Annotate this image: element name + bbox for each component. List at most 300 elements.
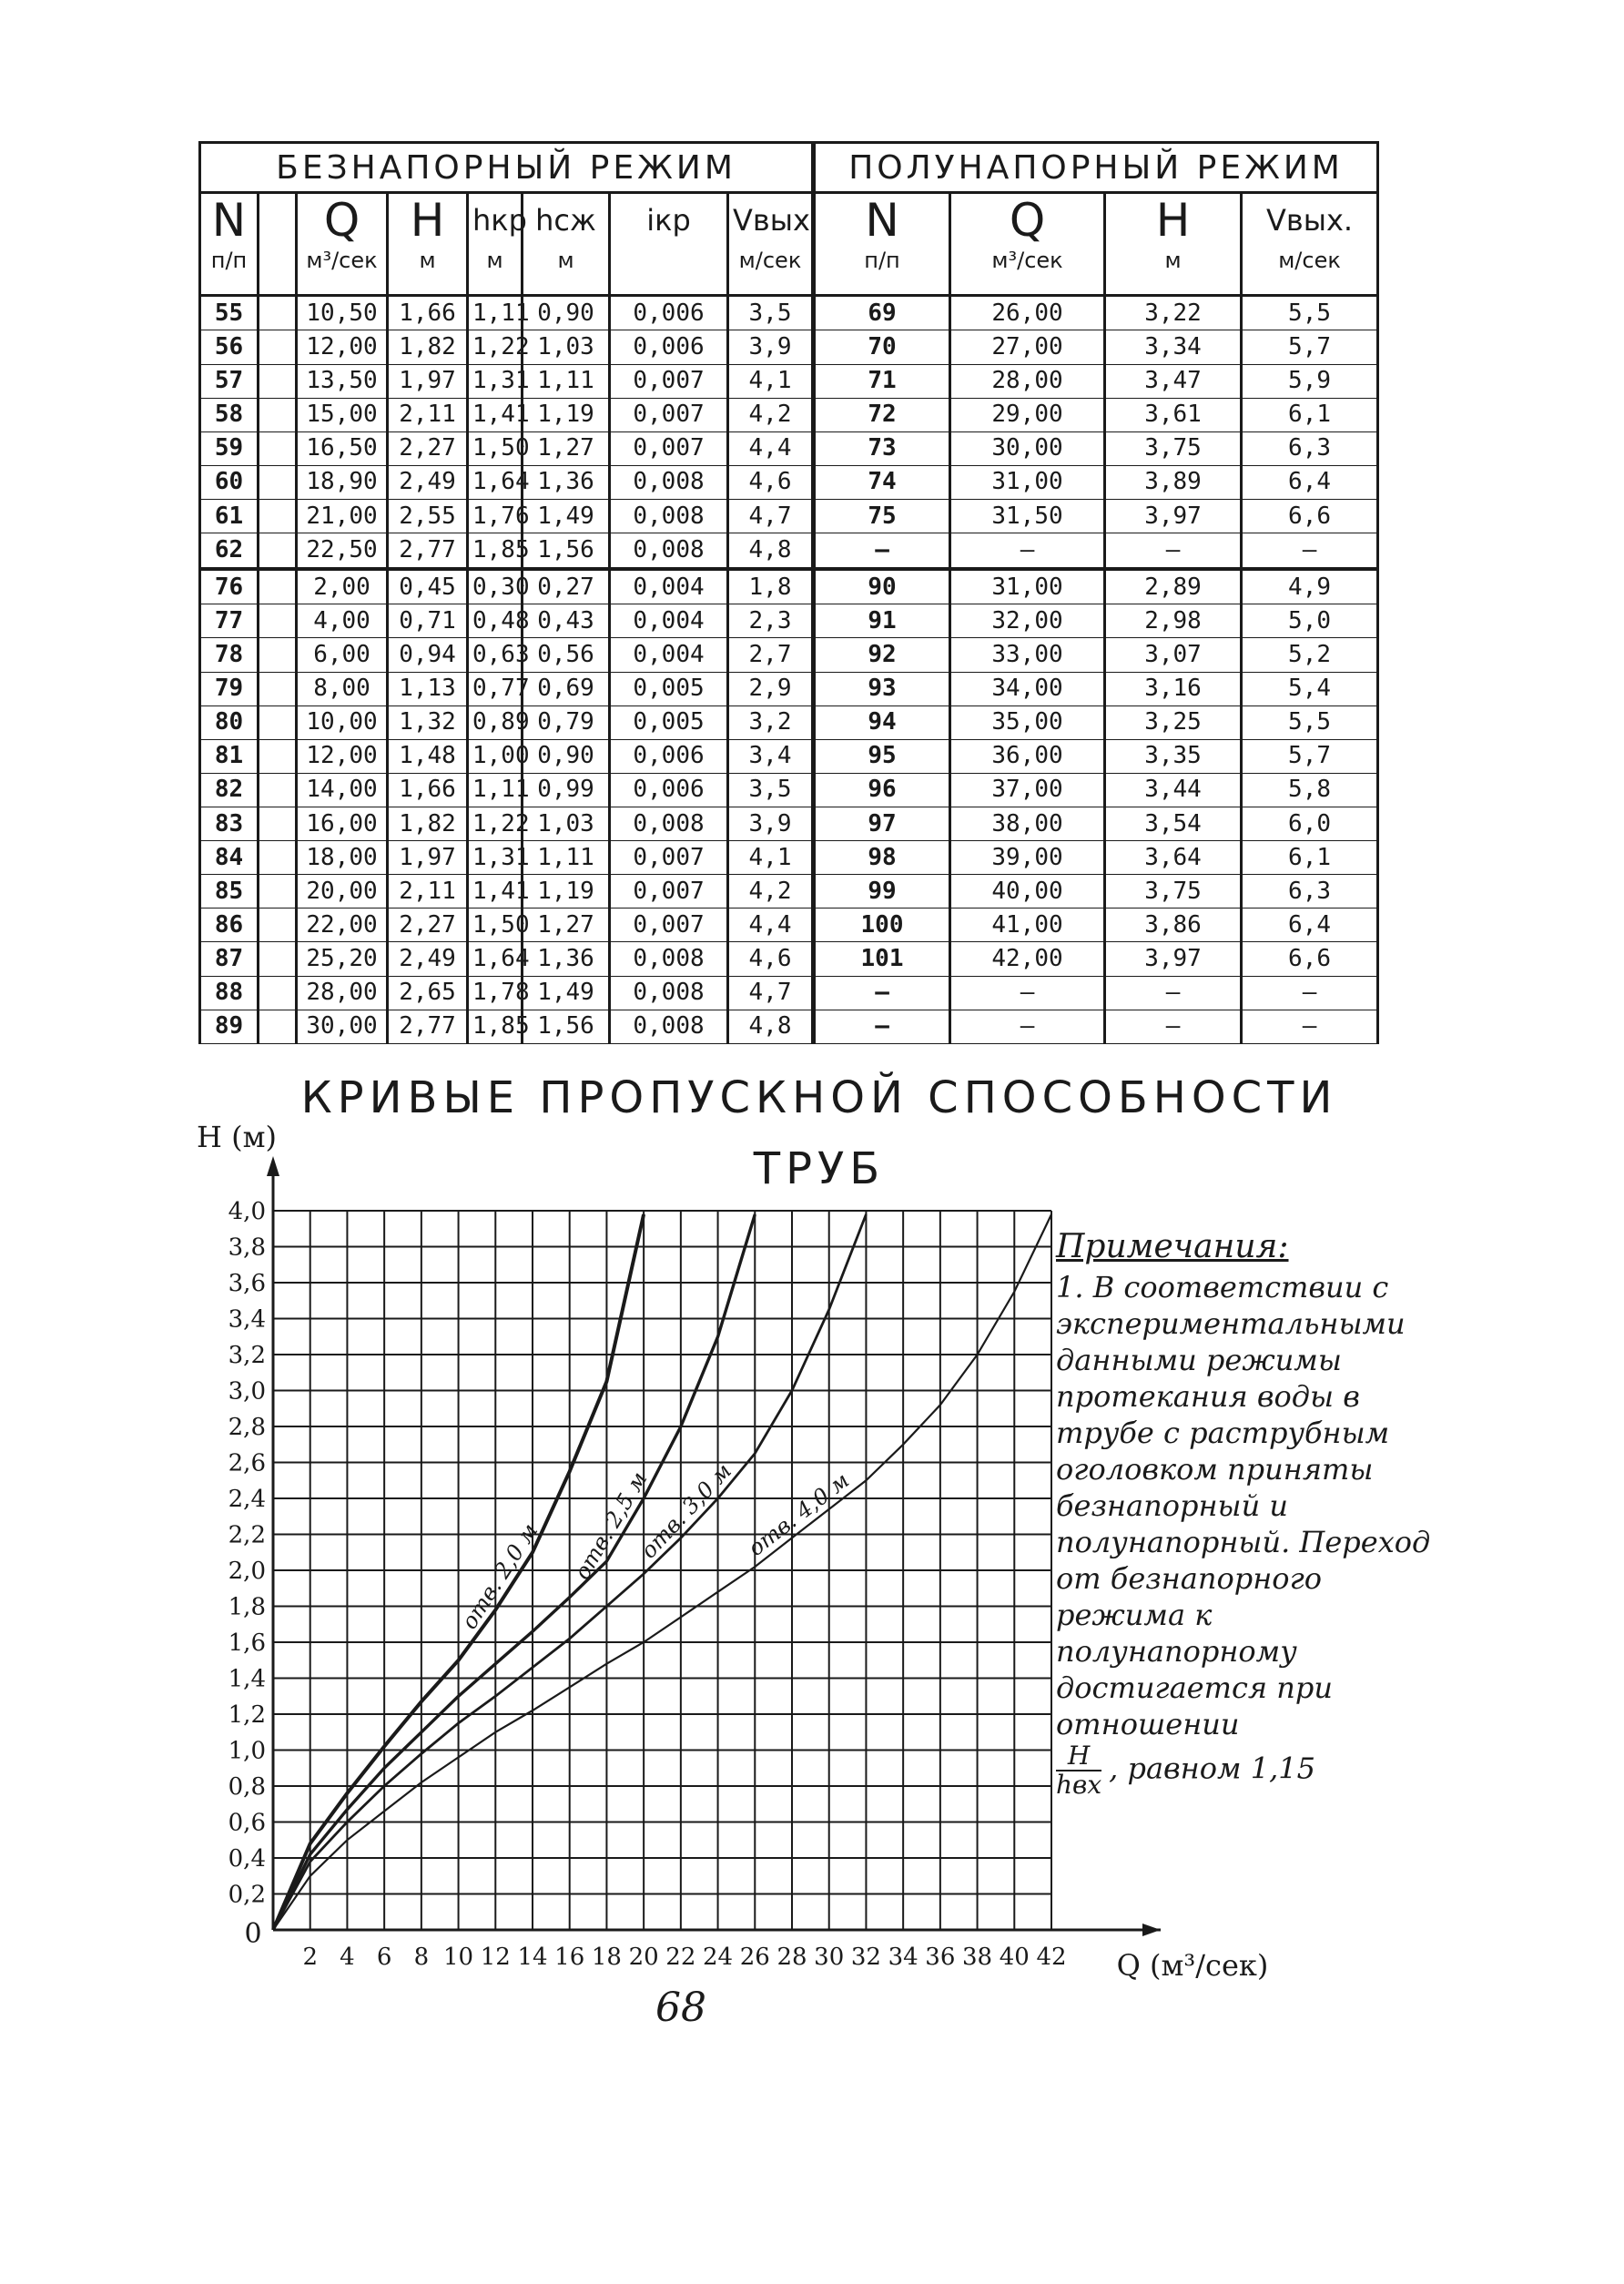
col-header-unit: м/сек — [1278, 248, 1341, 273]
note-title: Примечания: — [1056, 1228, 1289, 1265]
table-cell: 1,00 — [468, 739, 523, 773]
table-row — [200, 739, 1378, 773]
table-cell: 20,00 — [297, 875, 388, 909]
x-tick-label: 32 — [850, 1944, 881, 1971]
x-tick-label: 16 — [554, 1944, 585, 1971]
table-cell: — — [950, 533, 1105, 569]
table-cell: 0,43 — [523, 604, 610, 638]
table-cell: 3,89 — [1105, 465, 1242, 499]
y-tick-label: 2,4 — [228, 1486, 266, 1513]
col-header-symbol: hсж — [535, 203, 596, 238]
table-cell: 6,0 — [1242, 807, 1378, 840]
table-cell: 2,00 — [297, 569, 388, 604]
col-header-left-5 — [523, 193, 610, 296]
table-cell: 3,22 — [1105, 296, 1242, 330]
table-cell: 71 — [814, 364, 950, 398]
table-row — [200, 398, 1378, 431]
table-cell: — — [1242, 976, 1378, 1010]
table-cell: 2,49 — [388, 465, 468, 499]
x-tick-label: 40 — [999, 1944, 1030, 1971]
table-cell — [259, 672, 297, 706]
x-tick-label: 34 — [888, 1944, 919, 1971]
col-header-unit: п/п — [864, 248, 900, 273]
table-cell: — — [814, 1010, 950, 1043]
table-cell: 70 — [814, 330, 950, 364]
table-cell: 30,00 — [950, 431, 1105, 465]
table-cell: 101 — [814, 942, 950, 976]
table-cell: 4,2 — [728, 398, 814, 431]
y-tick-label: 0,2 — [228, 1881, 266, 1909]
y-tick-label: 0,4 — [228, 1845, 266, 1873]
table-cell: 18,90 — [297, 465, 388, 499]
col-header-unit: п/п — [210, 248, 248, 273]
data-table — [198, 141, 1379, 1044]
col-header-unit: м — [486, 248, 503, 273]
table-cell: 0,007 — [610, 431, 728, 465]
table-cell: 81 — [200, 739, 259, 773]
table-cell — [259, 604, 297, 638]
y-tick-label: 3,6 — [228, 1270, 266, 1297]
table-cell — [259, 739, 297, 773]
y-tick-label: 2,8 — [228, 1414, 266, 1441]
col-header-right-0 — [814, 193, 950, 296]
table-cell: 95 — [814, 739, 950, 773]
col-header-symbol: hкр — [472, 203, 527, 238]
x-tick-label: 28 — [776, 1944, 807, 1971]
table-cell — [259, 533, 297, 569]
table-cell: 62 — [200, 533, 259, 569]
table-cell: 3,61 — [1105, 398, 1242, 431]
table-cell: 14,00 — [297, 773, 388, 807]
x-tick-label: 10 — [443, 1944, 474, 1971]
table-cell: — — [1105, 976, 1242, 1010]
table-cell: 42,00 — [950, 942, 1105, 976]
table-cell: 92 — [814, 638, 950, 672]
table-row — [200, 330, 1378, 364]
x-tick-label: 4 — [340, 1944, 355, 1971]
note-block — [1056, 1229, 1457, 1799]
table-row — [200, 909, 1378, 942]
table-cell: 0,77 — [468, 672, 523, 706]
table-cell: 3,54 — [1105, 807, 1242, 840]
table-cell: 87 — [200, 942, 259, 976]
table-cell: 2,98 — [1105, 604, 1242, 638]
table-cell: 1,36 — [523, 942, 610, 976]
table-row — [200, 976, 1378, 1010]
table-cell: 57 — [200, 364, 259, 398]
table-row — [200, 569, 1378, 604]
table-cell: 4,6 — [728, 465, 814, 499]
table-row — [200, 773, 1378, 807]
x-tick-label: 38 — [962, 1944, 993, 1971]
table-cell — [259, 909, 297, 942]
table-cell: 13,50 — [297, 364, 388, 398]
table-cell: 99 — [814, 875, 950, 909]
table-cell: 41,00 — [950, 909, 1105, 942]
table-cell: 1,11 — [523, 364, 610, 398]
table-cell: 0,005 — [610, 706, 728, 739]
col-header-right-1 — [950, 193, 1105, 296]
table-cell: 10,00 — [297, 706, 388, 739]
table-cell: 1,85 — [468, 533, 523, 569]
table-row — [200, 604, 1378, 638]
x-tick-label: 2 — [302, 1944, 318, 1971]
table-cell: 2,77 — [388, 1010, 468, 1043]
col-header-right-3 — [1242, 193, 1378, 296]
table-cell — [259, 569, 297, 604]
table-cell: 27,00 — [950, 330, 1105, 364]
table-cell: 3,16 — [1105, 672, 1242, 706]
table-cell: 1,19 — [523, 875, 610, 909]
table-row — [200, 533, 1378, 569]
col-header-unit: м³/сек — [991, 248, 1063, 273]
col-header-left-7 — [728, 193, 814, 296]
table-cell — [259, 465, 297, 499]
table-cell: 5,8 — [1242, 773, 1378, 807]
table-cell — [259, 1010, 297, 1043]
table-cell: 1,64 — [468, 942, 523, 976]
table-cell: 0,30 — [468, 569, 523, 604]
table-cell: 58 — [200, 398, 259, 431]
table-cell: 30,00 — [297, 1010, 388, 1043]
table-cell: 0,006 — [610, 296, 728, 330]
table-cell: 1,36 — [523, 465, 610, 499]
table-cell: 0,99 — [523, 773, 610, 807]
col-header-symbol: Q — [323, 194, 360, 247]
table-cell: 0,006 — [610, 330, 728, 364]
y-tick-label: 2,2 — [228, 1521, 266, 1549]
table-cell: 12,00 — [297, 739, 388, 773]
col-header-left-1 — [259, 193, 297, 296]
table-row — [200, 431, 1378, 465]
table-cell: 83 — [200, 807, 259, 840]
table-cell: 1,03 — [523, 807, 610, 840]
table-cell: 1,50 — [468, 909, 523, 942]
table-cell: 12,00 — [297, 330, 388, 364]
series-label: отв. 4,0 м — [743, 1467, 855, 1562]
table-cell: 1,56 — [523, 533, 610, 569]
table-cell: 3,75 — [1105, 875, 1242, 909]
table-cell: 39,00 — [950, 841, 1105, 875]
table-cell: 0,007 — [610, 398, 728, 431]
table-cell: 90 — [814, 569, 950, 604]
table-cell: 40,00 — [950, 875, 1105, 909]
table-cell: 4,7 — [728, 499, 814, 533]
col-header-unit: м — [1164, 248, 1182, 273]
table-cell: 0,007 — [610, 364, 728, 398]
table-cell: 1,11 — [468, 296, 523, 330]
table-cell: 28,00 — [297, 976, 388, 1010]
table-cell: 97 — [814, 807, 950, 840]
table-cell: 3,9 — [728, 330, 814, 364]
x-axis-label: Q (м³/сек) — [1116, 1948, 1269, 1983]
table-cell: 6,4 — [1242, 909, 1378, 942]
table-cell: 35,00 — [950, 706, 1105, 739]
table-cell: 3,97 — [1105, 942, 1242, 976]
x-tick-label: 18 — [591, 1944, 622, 1971]
table-cell: 98 — [814, 841, 950, 875]
table-cell: 3,47 — [1105, 364, 1242, 398]
table-cell: 1,82 — [388, 807, 468, 840]
table-cell: 5,7 — [1242, 739, 1378, 773]
table-cell: 89 — [200, 1010, 259, 1043]
y-tick-label: 1,2 — [228, 1701, 266, 1729]
table-cell: 0,007 — [610, 875, 728, 909]
y-axis-label: H (м) — [197, 1120, 277, 1154]
table-cell — [259, 398, 297, 431]
table-cell: 1,64 — [468, 465, 523, 499]
col-header-symbol: Vвых — [733, 203, 810, 238]
table-cell: 3,44 — [1105, 773, 1242, 807]
table-cell — [259, 875, 297, 909]
col-header-symbol: H — [1155, 194, 1191, 247]
table-cell: 96 — [814, 773, 950, 807]
x-tick-label: 30 — [814, 1944, 845, 1971]
table-cell: 0,90 — [523, 739, 610, 773]
table-cell: 1,66 — [388, 773, 468, 807]
table-cell: 0,008 — [610, 1010, 728, 1043]
table-cell: 3,75 — [1105, 431, 1242, 465]
table-cell: 1,66 — [388, 296, 468, 330]
note-text: 1. В соответствии с экспериментальными данными режимы протекания воды в трубе с раструбным оголовком приняты безнапорный и полунапорный. Переход от безнапорного режима к полунапорному достигается при отношении — [1056, 1270, 1431, 1741]
y-tick-label: 3,8 — [228, 1233, 266, 1262]
table-cell: 3,64 — [1105, 841, 1242, 875]
table-row — [200, 672, 1378, 706]
table-cell: 18,00 — [297, 841, 388, 875]
table-cell: 88 — [200, 976, 259, 1010]
y-tick-label: 0,8 — [228, 1773, 266, 1801]
table-cell: — — [1242, 533, 1378, 569]
table-cell: — — [950, 976, 1105, 1010]
table-cell: 4,8 — [728, 533, 814, 569]
table-cell: 4,2 — [728, 875, 814, 909]
table-cell: 73 — [814, 431, 950, 465]
table-cell: — — [1105, 1010, 1242, 1043]
table-cell: 22,00 — [297, 909, 388, 942]
table-cell: 31,50 — [950, 499, 1105, 533]
table-cell: 0,008 — [610, 942, 728, 976]
table-cell — [259, 807, 297, 840]
table-cell: 69 — [814, 296, 950, 330]
table-cell: 2,65 — [388, 976, 468, 1010]
table-cell: 2,9 — [728, 672, 814, 706]
table-cell: 1,11 — [523, 841, 610, 875]
table-cell: 2,27 — [388, 431, 468, 465]
table-cell: 86 — [200, 909, 259, 942]
table-cell: 91 — [814, 604, 950, 638]
table-cell: 8,00 — [297, 672, 388, 706]
col-header-unit: м³/сек — [306, 248, 378, 273]
table-cell: 3,25 — [1105, 706, 1242, 739]
table-cell: 55 — [200, 296, 259, 330]
table-cell: 5,0 — [1242, 604, 1378, 638]
table-cell: 6,1 — [1242, 398, 1378, 431]
table-cell: 2,27 — [388, 909, 468, 942]
table-cell: — — [950, 1010, 1105, 1043]
table-cell: 6,3 — [1242, 431, 1378, 465]
table-cell: 2,89 — [1105, 569, 1242, 604]
table-cell: 16,00 — [297, 807, 388, 840]
table-cell: 0,94 — [388, 638, 468, 672]
table-cell: 3,9 — [728, 807, 814, 840]
table-cell: 1,03 — [523, 330, 610, 364]
table-cell: 2,3 — [728, 604, 814, 638]
note-fraction-numerator: H — [1056, 1742, 1101, 1771]
table-cell: 4,1 — [728, 841, 814, 875]
table-cell: — — [1105, 533, 1242, 569]
note-tail: , равном 1,15 — [1109, 1751, 1315, 1786]
table-cell: 1,48 — [388, 739, 468, 773]
table-cell: 6,3 — [1242, 875, 1378, 909]
table-cell: 4,9 — [1242, 569, 1378, 604]
table-cell: 1,22 — [468, 807, 523, 840]
table-cell: 2,11 — [388, 875, 468, 909]
x-tick-label: 22 — [665, 1944, 696, 1971]
table-cell: 0,69 — [523, 672, 610, 706]
x-tick-label: 12 — [480, 1944, 511, 1971]
chart-title: КРИВЫЕ ПРОПУСКНОЙ СПОСОБНОСТИ — [300, 1072, 1338, 1123]
table-cell: 1,13 — [388, 672, 468, 706]
table-cell — [259, 638, 297, 672]
table-cell: 79 — [200, 672, 259, 706]
y-tick-label: 3,0 — [228, 1377, 266, 1406]
table-cell: 1,41 — [468, 398, 523, 431]
table-cell: 100 — [814, 909, 950, 942]
table-cell: 3,5 — [728, 773, 814, 807]
table-cell — [259, 942, 297, 976]
table-cell: 1,97 — [388, 841, 468, 875]
table-cell: 56 — [200, 330, 259, 364]
x-tick-label: 8 — [413, 1944, 430, 1971]
table-cell: 0,45 — [388, 569, 468, 604]
mode-header-semi-pressure: ПОЛУНАПОРНЫЙ РЕЖИМ — [814, 143, 1378, 193]
table-cell: 4,6 — [728, 942, 814, 976]
table-cell: 38,00 — [950, 807, 1105, 840]
table-cell: 0,89 — [468, 706, 523, 739]
table-cell: 0,56 — [523, 638, 610, 672]
table-cell — [259, 296, 297, 330]
table-cell: 21,00 — [297, 499, 388, 533]
col-header-symbol: N — [211, 194, 247, 247]
table-cell: 82 — [200, 773, 259, 807]
y-tick-label: 1,0 — [228, 1737, 266, 1765]
table-cell: 1,8 — [728, 569, 814, 604]
table-cell: 1,78 — [468, 976, 523, 1010]
table-cell: 1,76 — [468, 499, 523, 533]
col-header-left-6 — [610, 193, 728, 296]
col-header-unit: м — [419, 248, 436, 273]
table-cell: 6,1 — [1242, 841, 1378, 875]
table-cell: 5,5 — [1242, 706, 1378, 739]
table-cell: 1,49 — [523, 499, 610, 533]
col-header-unit: м/сек — [738, 248, 802, 273]
table-cell — [259, 431, 297, 465]
table-cell: 94 — [814, 706, 950, 739]
table-cell: 72 — [814, 398, 950, 431]
note-fraction — [1056, 1742, 1101, 1799]
table-cell: 1,50 — [468, 431, 523, 465]
table-row — [200, 1010, 1378, 1043]
y-tick-label: 4,0 — [228, 1198, 266, 1225]
table-cell: 6,4 — [1242, 465, 1378, 499]
table-cell: 0,008 — [610, 533, 728, 569]
table-cell: 78 — [200, 638, 259, 672]
table-cell: 5,5 — [1242, 296, 1378, 330]
table-cell: 80 — [200, 706, 259, 739]
col-header-left-0 — [200, 193, 259, 296]
y-tick-label: 1,4 — [228, 1665, 266, 1693]
series-label: отв. 2,0 м — [456, 1518, 543, 1634]
y-tick-label: 3,4 — [228, 1305, 266, 1334]
table-cell: 93 — [814, 672, 950, 706]
table-cell: 1,82 — [388, 330, 468, 364]
table-cell — [259, 364, 297, 398]
col-header-symbol: Vвых. — [1265, 203, 1354, 238]
col-header-left-2 — [297, 193, 388, 296]
table-cell: 37,00 — [950, 773, 1105, 807]
y-axis-arrow-icon — [267, 1156, 279, 1176]
series-label: отв. 3,0 м — [635, 1457, 737, 1564]
table-cell: 3,2 — [728, 706, 814, 739]
table-cell: 1,31 — [468, 364, 523, 398]
page-number: 68 — [655, 1985, 706, 2031]
table-cell: 1,49 — [523, 976, 610, 1010]
table-row — [200, 942, 1378, 976]
table-cell: 0,005 — [610, 672, 728, 706]
table-cell — [259, 773, 297, 807]
origin-label: 0 — [244, 1918, 262, 1950]
table-cell: 0,007 — [610, 909, 728, 942]
table-cell: 3,35 — [1105, 739, 1242, 773]
table-cell: 6,6 — [1242, 499, 1378, 533]
table-cell: 22,50 — [297, 533, 388, 569]
table-row — [200, 875, 1378, 909]
table-cell: 31,00 — [950, 465, 1105, 499]
table-cell: 2,49 — [388, 942, 468, 976]
table-cell: 3,86 — [1105, 909, 1242, 942]
col-header-right-2 — [1105, 193, 1242, 296]
table-cell: 0,008 — [610, 976, 728, 1010]
y-tick-label: 0,6 — [228, 1809, 266, 1837]
table-cell: 0,008 — [610, 807, 728, 840]
table-cell: 26,00 — [950, 296, 1105, 330]
table-cell: 1,56 — [523, 1010, 610, 1043]
table-cell: 0,48 — [468, 604, 523, 638]
y-tick-label: 1,6 — [228, 1629, 266, 1657]
table-cell: 3,4 — [728, 739, 814, 773]
x-tick-label: 20 — [628, 1944, 659, 1971]
table-cell: 0,79 — [523, 706, 610, 739]
table-cell: 75 — [814, 499, 950, 533]
table-row — [200, 465, 1378, 499]
table-cell — [259, 499, 297, 533]
table-cell: 60 — [200, 465, 259, 499]
table-cell: 2,7 — [728, 638, 814, 672]
table-cell: 6,00 — [297, 638, 388, 672]
table-cell: 0,008 — [610, 499, 728, 533]
table-cell: 5,2 — [1242, 638, 1378, 672]
note-fraction-denominator: hвх — [1056, 1770, 1102, 1800]
x-tick-label: 26 — [739, 1944, 770, 1971]
col-header-left-3 — [388, 193, 468, 296]
table-cell — [259, 330, 297, 364]
table-cell — [259, 976, 297, 1010]
table-cell: 0,007 — [610, 841, 728, 875]
table-cell: 0,006 — [610, 739, 728, 773]
x-tick-label: 36 — [925, 1944, 956, 1971]
table-cell — [259, 706, 297, 739]
col-header-symbol: iкр — [646, 203, 691, 238]
